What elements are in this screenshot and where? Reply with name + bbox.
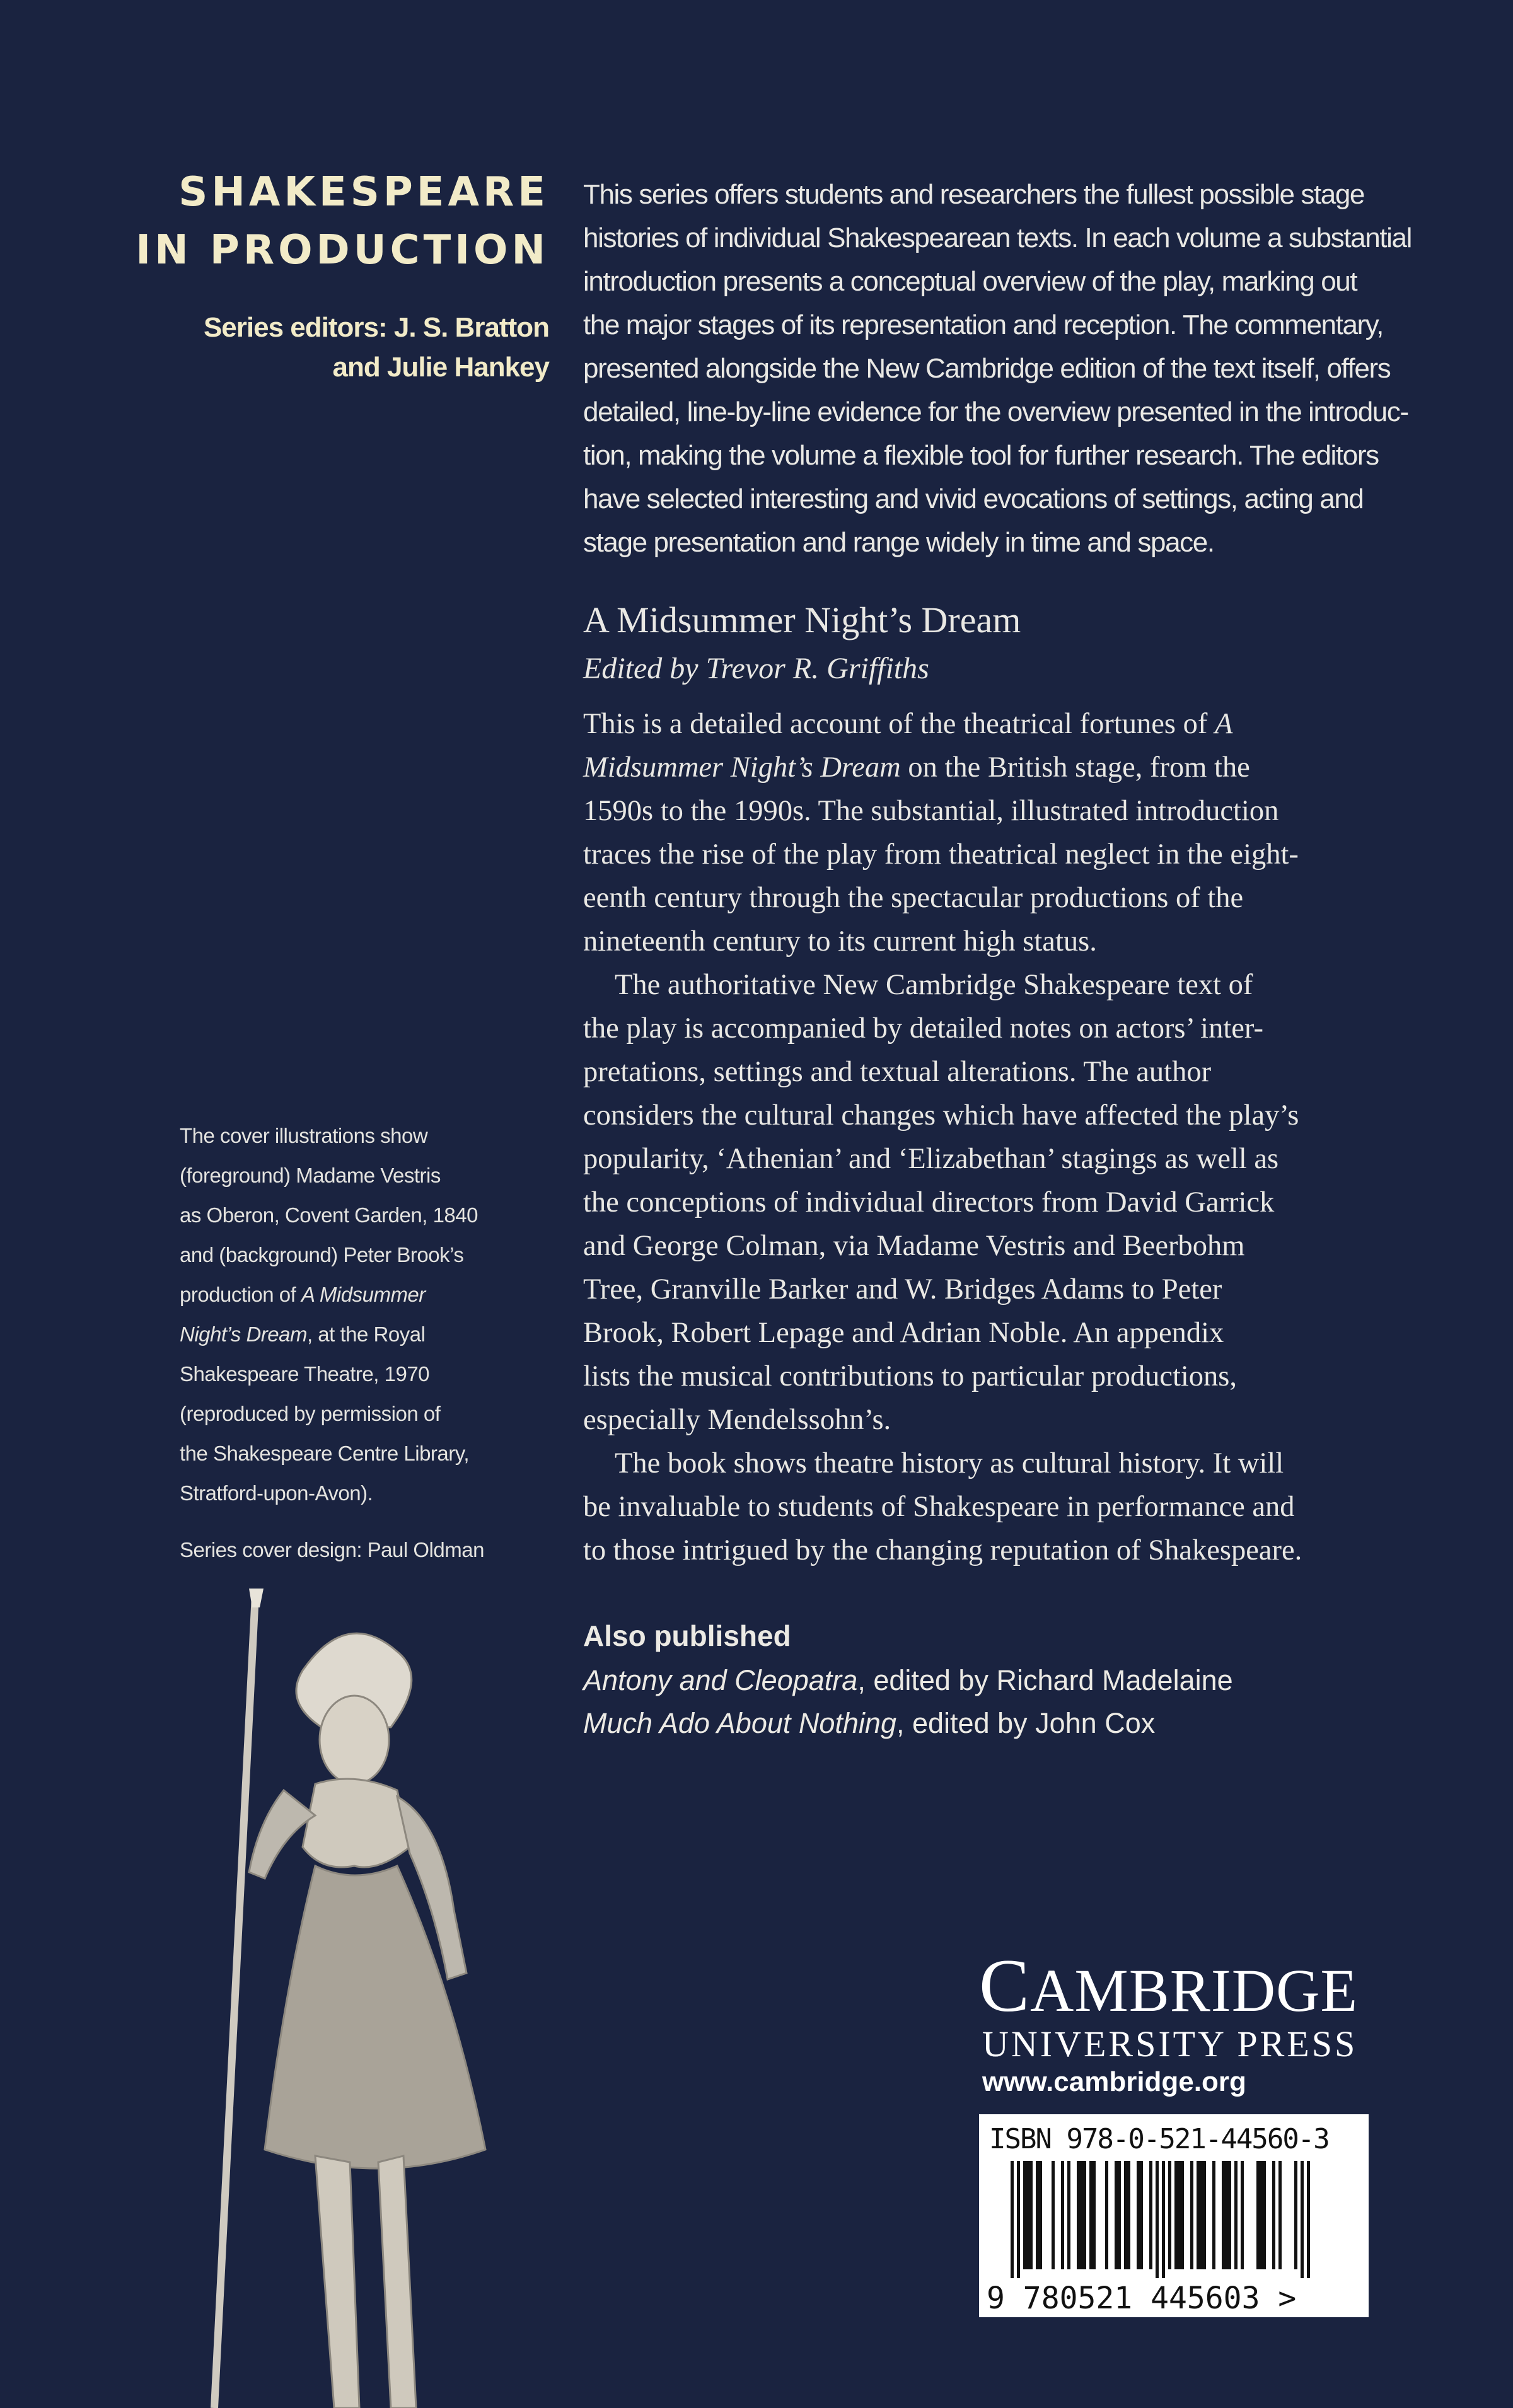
- series-description: [583, 173, 1412, 564]
- text: (foreground) Madame Vestris: [180, 1164, 441, 1187]
- text: lists the musical contributions to particular productions,: [583, 1360, 1238, 1392]
- barcode-bar: [1083, 2161, 1086, 2269]
- text-line: [180, 1394, 478, 1433]
- barcode-bar: [1026, 2161, 1029, 2269]
- text-line: [583, 1702, 1233, 1745]
- text-line: histories of individual Shakespearean texts. In each volume a substantial: [583, 223, 1412, 253]
- italic-text: A Midsummer: [301, 1283, 426, 1306]
- barcode-bar: [1278, 2161, 1282, 2269]
- series-title-line1: SHAKESPEARE: [178, 169, 549, 216]
- barcode-bar: [1023, 2161, 1026, 2269]
- text: production of: [180, 1283, 301, 1306]
- barcode-bar: [1225, 2161, 1228, 2269]
- publisher-name: AMBRIDGE: [1030, 1957, 1359, 2024]
- barcode-bar: [1089, 2161, 1093, 2269]
- text-line: [583, 1137, 1302, 1181]
- barcode-bar: [1017, 2161, 1020, 2278]
- text: eenth century through the spectacular productions of the: [583, 882, 1244, 914]
- text: considers the cultural changes which have affected the play’s: [583, 1099, 1299, 1132]
- also-published-heading: Also published: [583, 1619, 791, 1652]
- text-line: [583, 1442, 1302, 1485]
- cover-design-credit: Series cover design: Paul Oldman: [180, 1538, 484, 1561]
- text-line: presented alongside the New Cambridge edition of the text itself, offers: [583, 353, 1391, 384]
- text: to those intrigued by the changing reputation of Shakespeare.: [583, 1534, 1302, 1566]
- barcode-bar: [1115, 2161, 1118, 2269]
- text-line: [583, 1268, 1302, 1311]
- text-line: [583, 1311, 1302, 1355]
- barcode-bar: [1124, 2161, 1127, 2269]
- text-line: [583, 1094, 1302, 1137]
- isbn-barcode: [979, 2114, 1369, 2317]
- barcode-bar: [1077, 2161, 1080, 2269]
- barcode-bar: [1307, 2161, 1310, 2278]
- barcode-bar: [1052, 2161, 1055, 2269]
- barcode-bar: [1181, 2161, 1184, 2269]
- barcode-bar: [1197, 2161, 1200, 2269]
- text-line: detailed, line-by-line evidence for the overview presented in the introduc-: [583, 397, 1408, 427]
- text-line: [583, 963, 1302, 1007]
- barcode-bar: [1222, 2161, 1225, 2269]
- text: 1590s to the 1990s. The substantial, illustrated introduction: [583, 795, 1279, 827]
- text-line: tion, making the volume a flexible tool for further research. The editors: [583, 440, 1379, 471]
- text-line: [180, 1433, 478, 1473]
- italic-text: A: [1214, 708, 1233, 740]
- book-title: A Midsummer Night’s Dream: [583, 599, 1021, 640]
- text: popularity, ‘Athenian’ and ‘Elizabethan’ stagings as well as: [583, 1143, 1279, 1175]
- italic-text: Midsummer Night’s Dream: [583, 751, 901, 784]
- text-line: [583, 1007, 1302, 1050]
- barcode-bar: [1067, 2161, 1070, 2269]
- barcode-bar: [1228, 2161, 1231, 2269]
- italic-text: Night’s Dream: [180, 1323, 307, 1346]
- text: and George Colman, via Madame Vestris and Beerbohm: [583, 1230, 1245, 1262]
- isbn-label: ISBN 978-0-521-44560-3: [989, 2123, 1329, 2155]
- text-line: [180, 1195, 478, 1235]
- publisher-url: www.cambridge.org: [982, 2066, 1246, 2097]
- text: , edited by Richard Madelaine: [857, 1664, 1233, 1696]
- series-editors-line2: and Julie Hankey: [332, 352, 549, 383]
- barcode-bar: [1029, 2161, 1033, 2269]
- text-line: [583, 1050, 1302, 1094]
- barcode-bar: [1294, 2161, 1297, 2269]
- text-line: introduction presents a conceptual overview of the play, marking out: [583, 266, 1357, 297]
- text-line: [583, 833, 1302, 876]
- text: the play is accompanied by detailed notes on actors’ inter-: [583, 1012, 1263, 1045]
- also-published-list: [583, 1659, 1233, 1745]
- text-line: [583, 746, 1302, 789]
- text-line: the major stages of its representation and reception. The commentary,: [583, 310, 1383, 340]
- text: as Oberon, Covent Garden, 1840: [180, 1203, 478, 1227]
- barcode-bar: [1093, 2161, 1096, 2269]
- text-line: [583, 789, 1302, 833]
- barcode-bar: [1200, 2161, 1203, 2269]
- series-editors-line1: Series editors: J. S. Bratton: [203, 312, 549, 343]
- text-line: [180, 1235, 478, 1275]
- barcode-bar: [1272, 2161, 1275, 2269]
- text: be invaluable to students of Shakespeare in performance and: [583, 1491, 1295, 1523]
- barcode-bar: [1256, 2161, 1260, 2269]
- barcode-bar: [1168, 2161, 1171, 2269]
- text: and (background) Peter Brook’s: [180, 1243, 464, 1266]
- text-line: [180, 1354, 478, 1394]
- staff-icon: [214, 1589, 264, 2408]
- publisher-initial: C: [979, 1943, 1031, 2027]
- text-line: [583, 1485, 1302, 1529]
- text-line: stage presentation and range widely in time and space.: [583, 527, 1214, 558]
- text-line: have selected interesting and vivid evocations of settings, acting and: [583, 483, 1364, 514]
- barcode-bar: [1061, 2161, 1064, 2269]
- text: , at the Royal: [306, 1323, 426, 1346]
- text: , edited by John Cox: [896, 1707, 1156, 1739]
- text: Shakespeare Theatre, 1970: [180, 1362, 430, 1386]
- text-line: [583, 1659, 1233, 1702]
- text: The book shows theatre history as cultural history. It will: [615, 1447, 1284, 1479]
- text: Brook, Robert Lepage and Adrian Noble. An appendix: [583, 1317, 1224, 1349]
- text-line: [583, 1355, 1302, 1398]
- text: The cover illustrations show: [180, 1124, 428, 1147]
- barcode-bar: [1301, 2161, 1304, 2278]
- series-editors: [204, 308, 549, 387]
- text-line: [180, 1473, 478, 1513]
- series-title-line2: IN PRODUCTION: [136, 227, 549, 274]
- text-line: [180, 1275, 478, 1314]
- barcode-bar: [1105, 2161, 1108, 2269]
- barcode-bar: [1080, 2161, 1083, 2269]
- barcode-bar: [1036, 2161, 1039, 2269]
- text-line: [180, 1116, 478, 1155]
- barcode-bar: [1178, 2161, 1181, 2269]
- barcode-bar: [1190, 2161, 1193, 2269]
- barcode-bar: [1156, 2161, 1159, 2278]
- barcode-bar: [1137, 2161, 1140, 2269]
- book-description: [583, 702, 1302, 1572]
- barcode-bar: [1174, 2161, 1178, 2269]
- barcode-bar: [1140, 2161, 1143, 2269]
- text-line: [583, 876, 1302, 920]
- text: This is a detailed account of the theatrical fortunes of: [583, 708, 1215, 740]
- text-line: [583, 920, 1302, 963]
- text-line: [583, 702, 1302, 746]
- text: the Shakespeare Centre Library,: [180, 1442, 469, 1465]
- text: The authoritative New Cambridge Shakespeare text of: [615, 969, 1253, 1001]
- text: nineteenth century to its current high status.: [583, 925, 1097, 958]
- text-line: This series offers students and researchers the fullest possible stage: [583, 179, 1364, 210]
- barcode-bar: [1263, 2161, 1266, 2269]
- text-line: [583, 1529, 1302, 1572]
- text: Tree, Granville Barker and W. Bridges Adams to Peter: [583, 1273, 1222, 1305]
- barcode-bar: [1234, 2161, 1238, 2269]
- barcode-bar: [1260, 2161, 1263, 2269]
- madame-vestris-illustration: [189, 1582, 542, 2408]
- text: traces the rise of the play from theatrical neglect in the eight-: [583, 838, 1299, 871]
- text: Stratford-upon-Avon).: [180, 1481, 373, 1505]
- barcode-bar: [1011, 2161, 1014, 2278]
- barcode-bar: [1212, 2161, 1215, 2269]
- barcode-bar: [1127, 2161, 1130, 2269]
- text: on the British stage, from the: [900, 751, 1250, 784]
- barcode-digits: 9 780521 445603 >: [987, 2281, 1297, 2316]
- barcode-bar: [1118, 2161, 1121, 2269]
- barcode-bar: [1039, 2161, 1042, 2269]
- text-line: [583, 1181, 1302, 1224]
- figure-body: [249, 1633, 485, 2408]
- barcode-bar: [1162, 2161, 1165, 2278]
- text: the conceptions of individual directors from David Garrick: [583, 1186, 1275, 1218]
- publisher-subtitle: UNIVERSITY PRESS: [982, 2023, 1358, 2064]
- text-line: [583, 1398, 1302, 1442]
- publisher-logo: [979, 1943, 1370, 2027]
- italic-text: Antony and Cleopatra: [583, 1664, 858, 1696]
- book-editor: Edited by Trevor R. Griffiths: [583, 652, 929, 685]
- text: pretations, settings and textual alterations. The author: [583, 1056, 1212, 1088]
- cover-caption: [180, 1116, 478, 1513]
- italic-text: Much Ado About Nothing: [583, 1707, 896, 1739]
- text: especially Mendelssohn’s.: [583, 1404, 891, 1436]
- text-line: [180, 1314, 478, 1354]
- text-line: [583, 1224, 1302, 1268]
- barcode-bar: [1241, 2161, 1244, 2269]
- barcode-bar: [1203, 2161, 1206, 2269]
- text-line: [180, 1155, 478, 1195]
- barcode-bar: [1149, 2161, 1152, 2269]
- text: (reproduced by permission of: [180, 1402, 441, 1425]
